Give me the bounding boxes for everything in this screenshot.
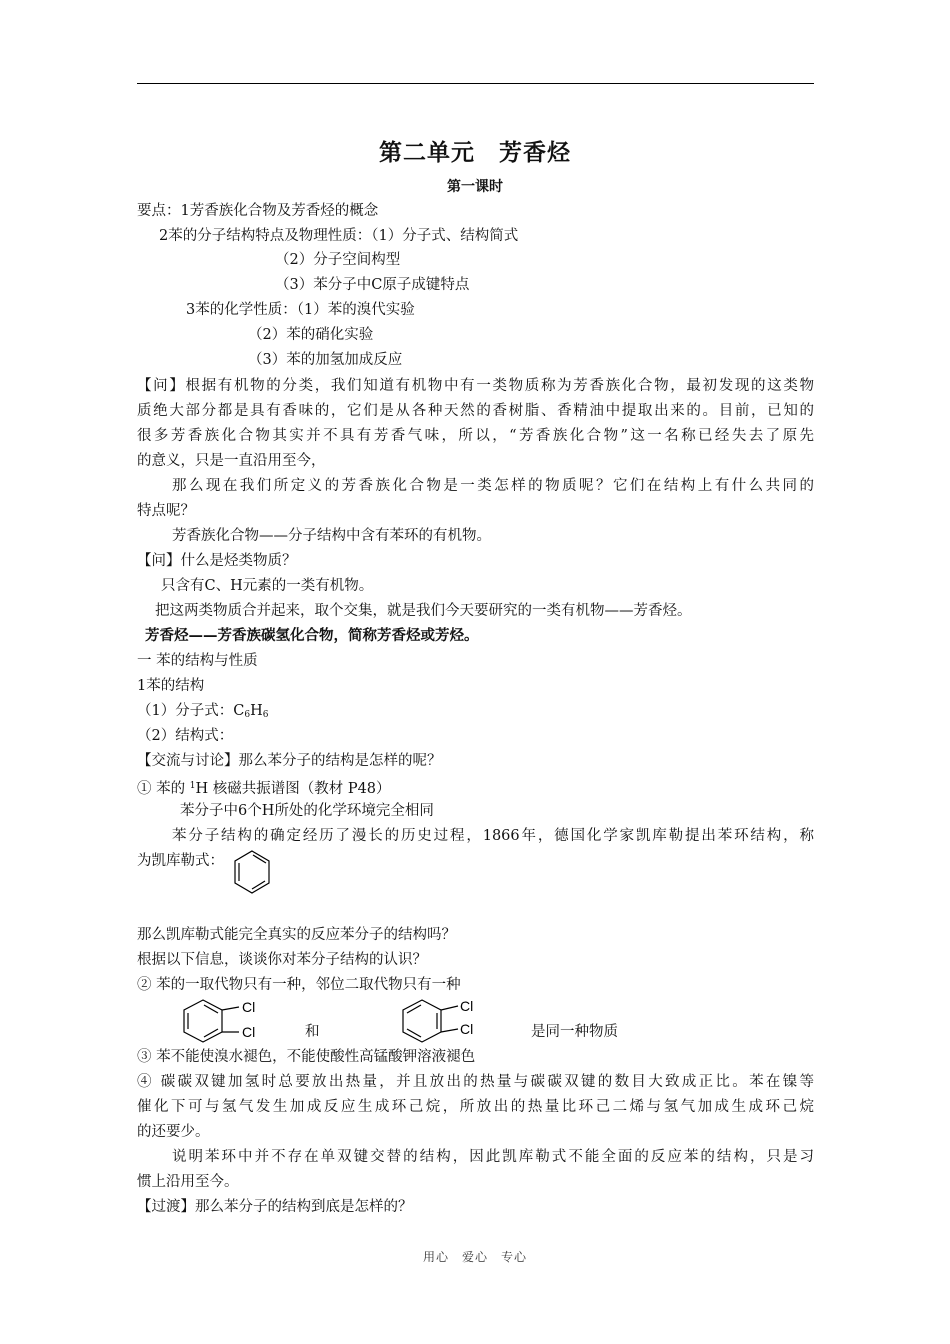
structural-formula: （2）结构式：	[137, 728, 234, 744]
hydrocarbon-definition: 只含有C、H元素的一类有机物。	[161, 578, 374, 594]
point-1: 要点：1芳香族化合物及芳香烃的概念	[137, 203, 379, 219]
clue-1: ① 苯的 $^1$H 核磁共振谱图（教材 P48）	[137, 781, 391, 797]
question-1-line-1: 【问】根据有机物的分类，我们知道有机物中有一类物质称为芳香族化合物，最初发现的这类物	[137, 378, 814, 394]
intersection-text: 把这两类物质合并起来，取个交集，就是我们今天要研究的一类有机物——芳香烃。	[155, 603, 692, 619]
question-1-line-4: 的意义，只是一直沿用至今，	[137, 453, 326, 469]
point-2b: （2）分子空间构型	[275, 252, 401, 268]
question-1-line-2: 质绝大部分都是具有香味的，它们是从各种天然的香树脂、香精油中提取出来的。目前，已知的	[137, 403, 814, 419]
molecular-formula: （1）分子式：$C_6H_6$	[137, 703, 269, 720]
point-3b: （2）苯的硝化实验	[248, 327, 374, 343]
aromatic-definition: 芳香族化合物——分子结构中含有苯环的有机物。	[172, 528, 491, 544]
discussion-prompt: 【交流与讨论】那么苯分子的结构是怎样的呢？	[137, 753, 442, 769]
cl-label: Cl	[460, 1021, 474, 1037]
ask-line-1: 那么凯库勒式能完全真实的反应苯分子的结构吗？	[137, 927, 456, 943]
question-1-line-3: 很多芳香族化合物其实并不具有芳香气味，所以，“芳香族化合物”这一名称已经失去了原先	[137, 428, 814, 444]
point-2: 2苯的分子结构特点及物理性质：（1）分子式、结构简式	[159, 228, 519, 244]
clue-2: ② 苯的一取代物只有一种，邻位二取代物只有一种	[137, 977, 461, 993]
clue-1-result: 苯分子中6个H所处的化学环境完全相同	[180, 803, 434, 819]
page-footer: 用心 爱心 专心	[422, 1250, 527, 1264]
same-substance-text: 是同一种物质	[531, 1024, 618, 1040]
clue-4-line-1: ④ 碳碳双键加氢时总要放出热量，并且放出的热量与碳碳双键的数目大致成正比。苯在镍等	[137, 1074, 814, 1090]
dichlorobenzene-diagram-1	[176, 996, 266, 1046]
point-3: 3苯的化学性质：（1）苯的溴代实验	[186, 302, 415, 318]
dichlorobenzene-diagram-2	[396, 994, 486, 1046]
conclusion-line-1: 说明苯环中并不存在单双键交替的结构，因此凯库勒式不能全面的反应苯的结构，只是习	[172, 1149, 814, 1165]
transition: 【过渡】那么苯分子的结构到底是怎样的？	[137, 1199, 413, 1215]
clue-4-line-2: 催化下可与氢气发生加成反应生成环己烷，所放出的热量比环己二烯与氢气加成生成环己烷	[137, 1099, 814, 1115]
question-1-line-5: 那么现在我们所定义的芳香族化合物是一类怎样的物质呢？它们在结构上有什么共同的	[172, 478, 814, 494]
clue-4-line-3: 的还要少。	[137, 1124, 210, 1140]
history-line-2: 为凯库勒式：	[137, 853, 224, 869]
page-title: 第二单元 芳香烃	[379, 140, 571, 166]
question-2: 【问】什么是烃类物质？	[137, 553, 297, 569]
cl-label: Cl	[242, 999, 256, 1015]
section-heading: 一 苯的结构与性质	[137, 653, 258, 669]
arene-definition: 芳香烃——芳香族碳氢化合物，简称芳香烃或芳烃。	[145, 628, 479, 644]
subsection-benzene-structure: 1苯的结构	[137, 678, 205, 694]
conclusion-line-2: 惯上沿用至今。	[137, 1174, 239, 1190]
lesson-subtitle: 第一课时	[447, 179, 503, 195]
question-1-line-6: 特点呢？	[137, 503, 195, 519]
history-line-1: 苯分子结构的确定经历了漫长的历史过程，1866年，德国化学家凯库勒提出苯环结构，称	[172, 828, 814, 844]
kekule-benzene-diagram	[232, 848, 272, 896]
header-rule	[137, 83, 814, 84]
cl-label: Cl	[242, 1024, 256, 1040]
clue-3: ③ 苯不能使溴水褪色，不能使酸性高锰酸钾溶液褪色	[137, 1049, 476, 1065]
cl-label: Cl	[460, 998, 474, 1014]
point-2c: （3）苯分子中C原子成键特点	[275, 277, 470, 293]
point-3c: （3）苯的加氢加成反应	[248, 352, 403, 368]
ask-line-2: 根据以下信息，谈谈你对苯分子结构的认识？	[137, 952, 427, 968]
and-text: 和	[305, 1024, 320, 1040]
